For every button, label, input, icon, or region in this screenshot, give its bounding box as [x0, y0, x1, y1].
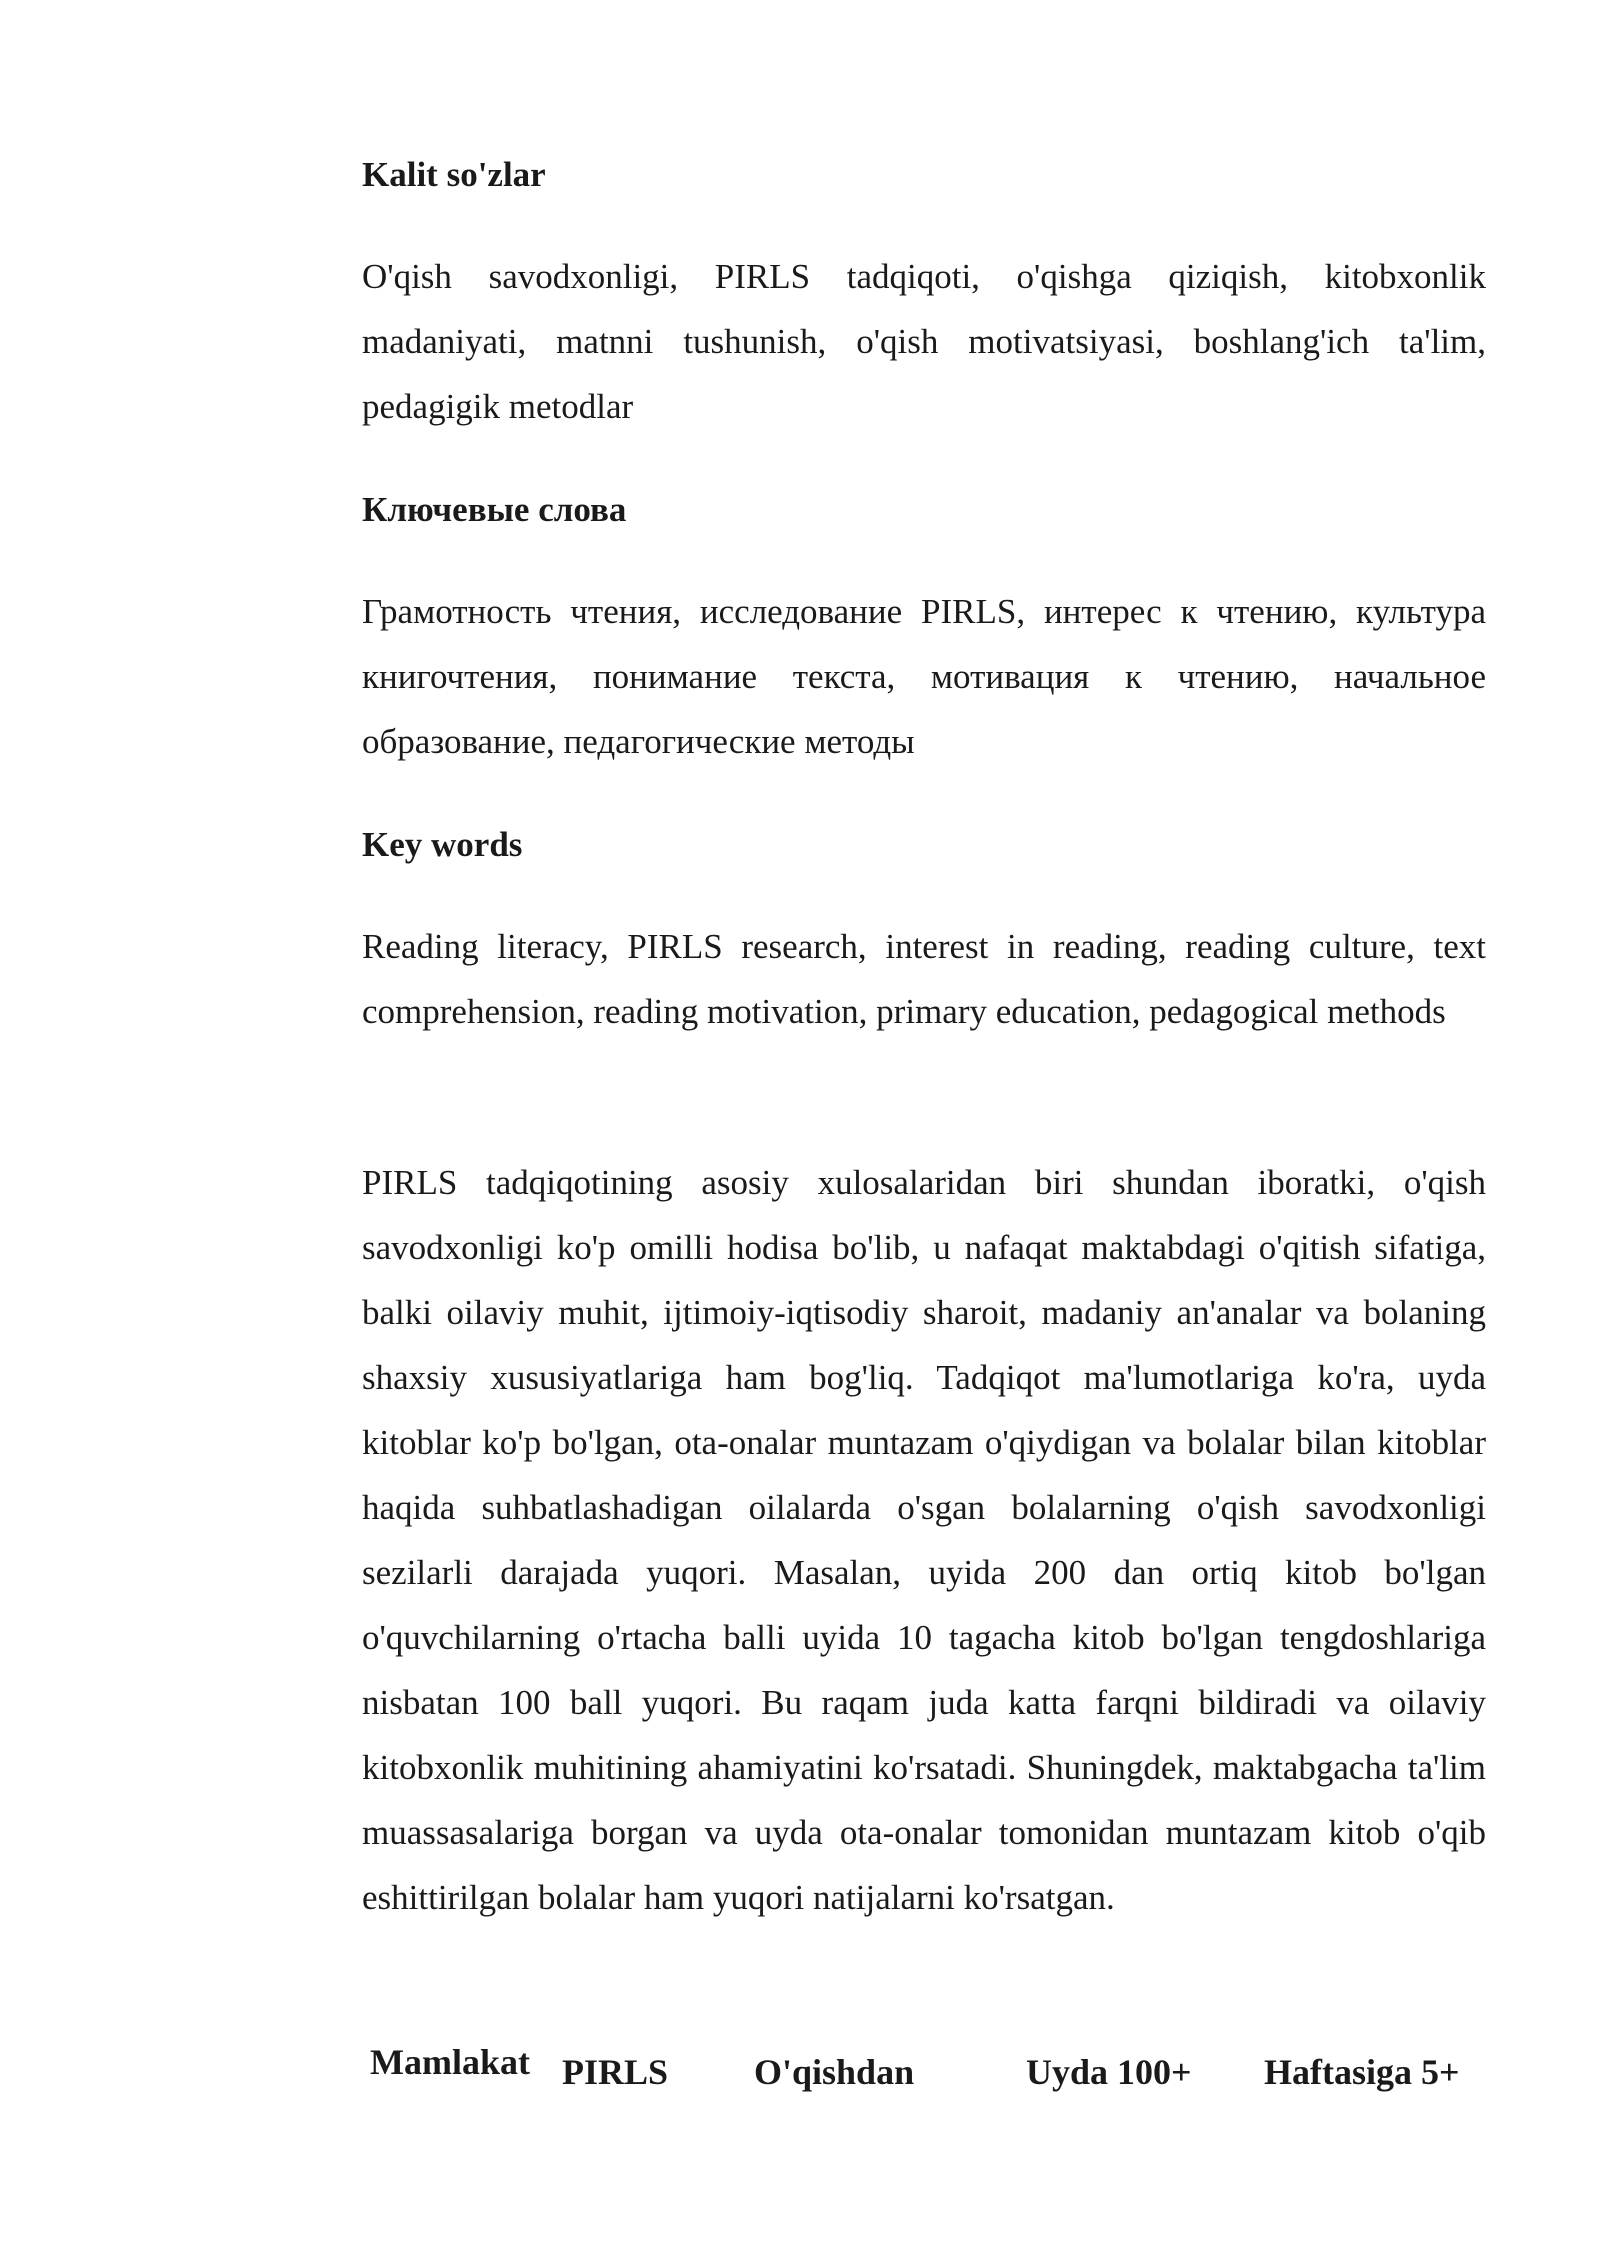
table-header-oqishdan: O'qishdan	[754, 2052, 915, 2092]
ru-keywords-heading: Ключевые слова	[362, 490, 627, 529]
en-keywords-text: Reading literacy, PIRLS research, interest in reading, reading culture, text comprehension, reading motivation, primary education, pedagogical methods	[362, 927, 1486, 1031]
en-keywords-heading: Key words	[362, 825, 523, 864]
uz-keywords-text: O'qish savodxonligi, PIRLS tadqiqoti, o'qishga qiziqish, kitobxonlik madaniyati, matnni tushunish, o'qish motivatsiyasi, boshlang'ich ta'lim, pedagigik metodlar	[362, 257, 1486, 426]
table-header-mamlakat: Mamlakat	[370, 2042, 530, 2082]
ru-keywords-text: Грамотность чтения, исследование PIRLS, интерес к чтению, культура книгочтения, понимание текста, мотивация к чтению, начальное образование, педагогические методы	[362, 592, 1486, 761]
uz-keywords-heading: Kalit so'zlar	[362, 155, 546, 194]
table-header-pirls: PIRLS	[562, 2052, 669, 2092]
body-paragraph: PIRLS tadqiqotining asosiy xulosalaridan biri shundan iboratki, o'qish savodxonligi ko'p omilli hodisa bo'lib, u nafaqat maktabdagi o'qitish sifatiga, balki oilaviy muhit, ijtimoiy-iqtisodiy sharoit, madaniy an'analar va bolaning shaxsiy xususiyatlariga ham bog'liq. Tadqiqot ma'lumotlariga ko'ra, uyda kitoblar ko'p bo'lgan, ota-onalar muntazam o'qiydigan va bolalar bilan kitoblar haqida suhbatlashadigan oilalarda o'sgan bolalarning o'qish savodxonligi sezilarli darajada yuqori. Masalan, uyida 200 dan ortiq kitob bo'lgan o'quvchilarning o'rtacha balli uyida 10 tagacha kitob bo'lgan tengdoshlariga nisbatan 100 ball yuqori. Bu raqam juda katta farqni bildiradi va oilaviy kitobxonlik muhitining ahamiyatini ko'rsatadi. Shuningdek, maktabgacha ta'lim muassasalariga borgan va uyda ota-onalar tomonidan muntazam kitob o'qib eshittirilgan bolalar ham yuqori natijalarni ko'rsatgan.	[362, 1163, 1486, 1917]
table-header-row	[362, 2040, 1486, 2120]
table-header-haftasiga-5: Haftasiga 5+	[1264, 2052, 1460, 2092]
table-header-uyda-100: Uyda 100+	[1026, 2052, 1192, 2092]
